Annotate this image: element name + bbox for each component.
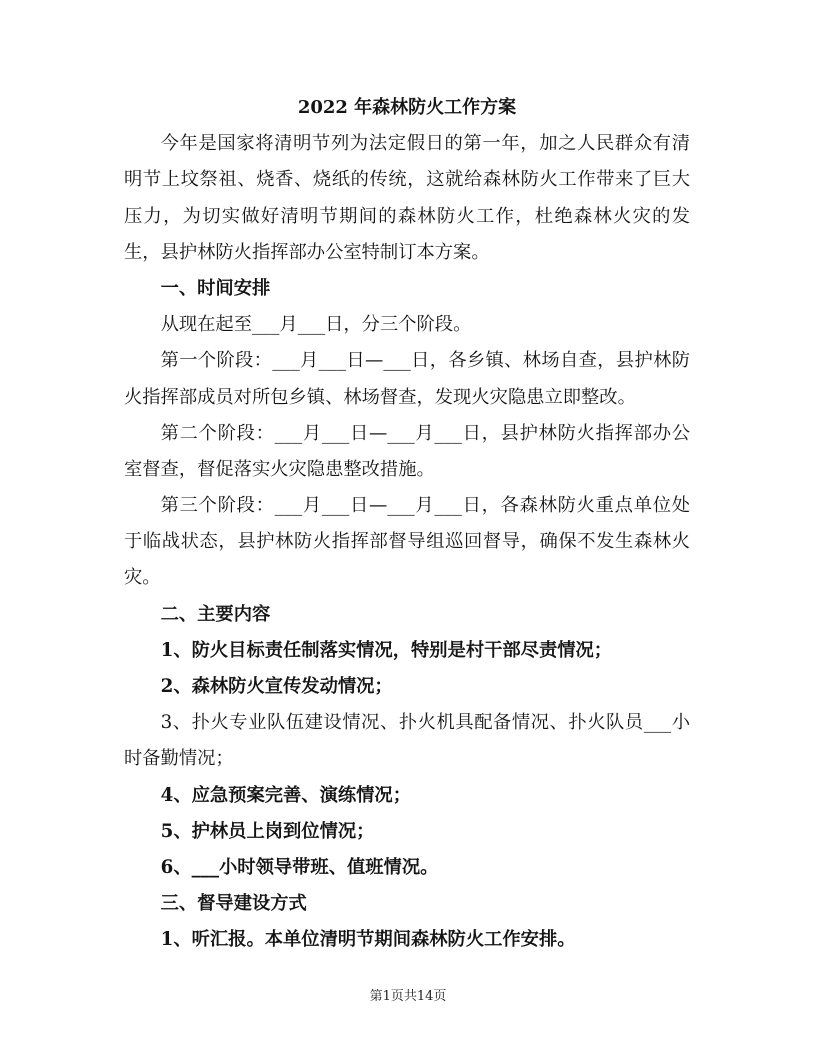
stage-3-paragraph xyxy=(124,488,690,597)
paragraph-line: 灾。 xyxy=(124,567,161,589)
stage-2-paragraph xyxy=(124,416,690,488)
paragraph-line: 生，县护林防火指挥部办公室特制订本方案。 xyxy=(124,241,490,263)
schedule-intro: 从现在起至___月___日，分三个阶段。 xyxy=(160,314,472,336)
stage-1-paragraph xyxy=(124,343,690,415)
document-title: 2022 年森林防火工作方案 xyxy=(297,97,517,118)
section-heading-supervision: 三、督导建设方式 xyxy=(160,893,307,915)
list-item: 1、防火目标责任制落实情况，特别是村干部尽责情况； xyxy=(160,639,613,661)
page-number-footer: 第1页共14页 xyxy=(369,989,447,1004)
list-item xyxy=(124,705,690,777)
list-item: 2、森林防火宣传发动情况； xyxy=(160,676,393,697)
paragraph-line: 第二个阶段：___月___日—___月___日，县护林防火指挥部办公 xyxy=(160,422,690,444)
paragraph-line: 第一个阶段：___月___日—___日，各乡镇、林场自查，县护林防 xyxy=(160,350,690,372)
list-item: 1、听汇报。本单位清明节期间森林防火工作安排。 xyxy=(160,929,576,951)
paragraph-line: 火指挥部成员对所包乡镇、林场督查，发现火灾隐患立即整改。 xyxy=(124,386,636,408)
paragraph-line: 于临战状态，县护林防火指挥部督导组巡回督导，确保不发生森林火 xyxy=(124,531,690,553)
section-heading-schedule: 一、时间安排 xyxy=(160,277,271,299)
list-item: 4、应急预案完善、演练情况； xyxy=(160,784,411,806)
paragraph-line: 第三个阶段：___月___日—___月___日，各森林防火重点单位处 xyxy=(160,495,690,517)
paragraph-line: 时备勤情况； xyxy=(124,748,234,770)
intro-paragraph xyxy=(124,126,690,271)
paragraph-line: 压力，为切实做好清明节期间的森林防火工作，杜绝森林火灾的发 xyxy=(124,205,690,227)
document-body xyxy=(124,90,690,959)
paragraph-line: 明节上坟祭祖、烧香、烧纸的传统，这就给森林防火工作带来了巨大 xyxy=(124,169,690,191)
section-heading-main-content: 二、主要内容 xyxy=(160,603,271,625)
paragraph-line: 3、扑火专业队伍建设情况、扑火机具配备情况、扑火队员___小 xyxy=(160,712,690,734)
paragraph-line: 室督查，督促落实火灾隐患整改措施。 xyxy=(124,458,435,480)
list-item: 5、护林员上岗到位情况； xyxy=(160,820,375,842)
paragraph-line: 今年是国家将清明节列为法定假日的第一年，加之人民群众有清 xyxy=(160,133,690,155)
list-item: 6、___小时领导带班、值班情况。 xyxy=(160,856,439,878)
